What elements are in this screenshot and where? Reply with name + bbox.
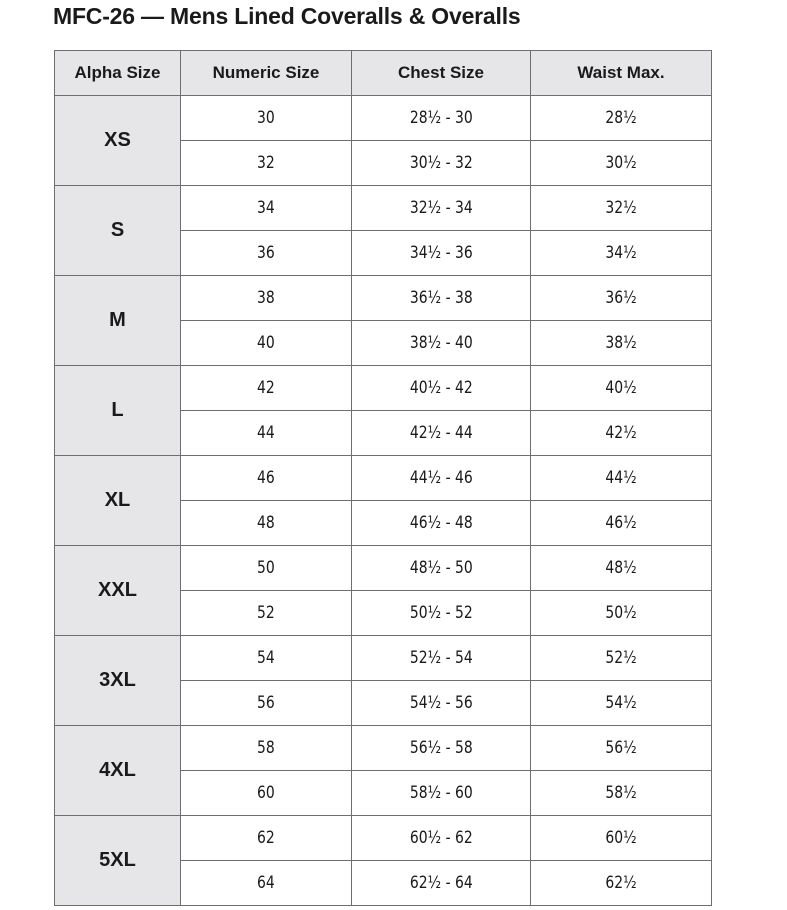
chest-size-value: 28½ - 30 [409,108,473,128]
numeric-size-value: 56 [257,693,275,713]
waist-max-cell [531,231,712,276]
numeric-size-cell [181,96,352,141]
numeric-size-value: 48 [257,513,275,533]
numeric-size-cell [181,726,352,771]
chest-size-value: 34½ - 36 [409,243,473,263]
waist-max-value: 28½ [605,108,637,128]
numeric-size-value: 60 [257,783,275,803]
chest-size-value: 60½ - 62 [409,828,473,848]
numeric-size-cell [181,861,352,906]
chest-size-value: 38½ - 40 [409,333,473,353]
waist-max-value: 40½ [605,378,637,398]
chest-size-value: 50½ - 52 [409,603,473,623]
chest-size-cell [352,321,531,366]
numeric-size-value: 42 [257,378,275,398]
alpha-size-cell: 4XL [55,726,181,816]
numeric-size-cell [181,231,352,276]
chest-size-cell [352,546,531,591]
waist-max-cell [531,726,712,771]
numeric-size-cell [181,816,352,861]
table-row [55,366,712,411]
chest-size-value: 40½ - 42 [409,378,473,398]
page-title: MFC-26 — Mens Lined Coveralls & Overalls [53,3,521,29]
numeric-size-cell [181,321,352,366]
numeric-size-cell [181,276,352,321]
numeric-size-value: 52 [257,603,275,623]
chest-size-cell [352,186,531,231]
numeric-size-cell [181,546,352,591]
alpha-size-cell: S [55,186,181,276]
chest-size-cell [352,591,531,636]
header-numeric-size: Numeric Size [181,51,352,96]
waist-max-cell [531,321,712,366]
chest-size-cell [352,771,531,816]
waist-max-cell [531,141,712,186]
waist-max-value: 36½ [605,288,637,308]
chest-size-cell [352,276,531,321]
waist-max-cell [531,501,712,546]
waist-max-cell [531,636,712,681]
chest-size-cell [352,501,531,546]
waist-max-value: 50½ [605,603,637,623]
waist-max-cell [531,366,712,411]
numeric-size-value: 34 [257,198,275,218]
alpha-size-cell: XL [55,456,181,546]
chest-size-value: 52½ - 54 [409,648,473,668]
waist-max-cell [531,546,712,591]
chest-size-cell [352,636,531,681]
numeric-size-cell [181,681,352,726]
numeric-size-value: 46 [257,468,275,488]
table-row [55,276,712,321]
numeric-size-cell [181,411,352,456]
chest-size-value: 56½ - 58 [409,738,473,758]
numeric-size-value: 54 [257,648,275,668]
waist-max-value: 62½ [605,873,637,893]
chest-size-value: 54½ - 56 [409,693,473,713]
table-header [55,51,712,96]
numeric-size-cell [181,501,352,546]
numeric-size-value: 38 [257,288,275,308]
numeric-size-value: 40 [257,333,275,353]
chest-size-cell [352,141,531,186]
waist-max-value: 54½ [605,693,637,713]
header-alpha-size: Alpha Size [55,51,181,96]
size-chart-table [54,50,712,906]
numeric-size-cell [181,636,352,681]
chest-size-value: 32½ - 34 [409,198,473,218]
header-chest-size: Chest Size [352,51,531,96]
numeric-size-value: 30 [257,108,275,128]
table-row [55,96,712,141]
chest-size-value: 48½ - 50 [409,558,473,578]
numeric-size-value: 62 [257,828,275,848]
waist-max-cell [531,771,712,816]
waist-max-value: 56½ [605,738,637,758]
numeric-size-value: 36 [257,243,275,263]
table-row [55,186,712,231]
numeric-size-cell [181,366,352,411]
header-row [55,51,712,96]
chest-size-value: 46½ - 48 [409,513,473,533]
waist-max-value: 32½ [605,198,637,218]
table-row [55,546,712,591]
chest-size-cell [352,726,531,771]
numeric-size-cell [181,141,352,186]
waist-max-cell [531,96,712,141]
waist-max-cell [531,816,712,861]
table-row [55,456,712,501]
chest-size-value: 30½ - 32 [409,153,473,173]
chest-size-cell [352,861,531,906]
waist-max-value: 58½ [605,783,637,803]
waist-max-value: 46½ [605,513,637,533]
chest-size-value: 36½ - 38 [409,288,473,308]
waist-max-value: 48½ [605,558,637,578]
alpha-size-cell: XS [55,96,181,186]
numeric-size-value: 32 [257,153,275,173]
numeric-size-cell [181,186,352,231]
table-row [55,816,712,861]
table-row [55,636,712,681]
chest-size-value: 44½ - 46 [409,468,473,488]
numeric-size-value: 64 [257,873,275,893]
waist-max-cell [531,861,712,906]
numeric-size-value: 44 [257,423,275,443]
chest-size-value: 42½ - 44 [409,423,473,443]
waist-max-cell [531,186,712,231]
waist-max-cell [531,681,712,726]
chest-size-cell [352,411,531,456]
numeric-size-value: 50 [257,558,275,578]
table-row [55,726,712,771]
waist-max-cell [531,411,712,456]
waist-max-value: 52½ [605,648,637,668]
waist-max-cell [531,276,712,321]
numeric-size-value: 58 [257,738,275,758]
waist-max-value: 38½ [605,333,637,353]
numeric-size-cell [181,456,352,501]
waist-max-value: 60½ [605,828,637,848]
table-body [55,96,712,906]
waist-max-cell [531,591,712,636]
alpha-size-cell: XXL [55,546,181,636]
chest-size-value: 58½ - 60 [409,783,473,803]
waist-max-value: 34½ [605,243,637,263]
chest-size-cell [352,96,531,141]
numeric-size-cell [181,771,352,816]
waist-max-value: 44½ [605,468,637,488]
alpha-size-cell: 5XL [55,816,181,906]
waist-max-value: 30½ [605,153,637,173]
chest-size-cell [352,681,531,726]
chest-size-value: 62½ - 64 [409,873,473,893]
chest-size-cell [352,816,531,861]
chest-size-cell [352,456,531,501]
waist-max-cell [531,456,712,501]
waist-max-value: 42½ [605,423,637,443]
chest-size-cell [352,231,531,276]
header-waist-max: Waist Max. [531,51,712,96]
numeric-size-cell [181,591,352,636]
alpha-size-cell: M [55,276,181,366]
chest-size-cell [352,366,531,411]
alpha-size-cell: 3XL [55,636,181,726]
alpha-size-cell: L [55,366,181,456]
